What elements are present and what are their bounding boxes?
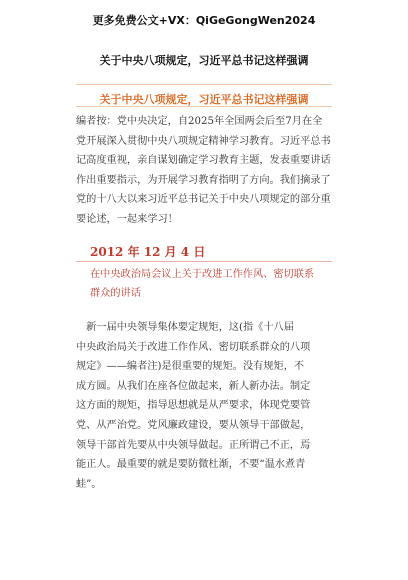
body-line: 规定》——编者注)是很重要的规矩。没有规矩，不 bbox=[76, 361, 305, 373]
body-line: 成方圆。从我们在座各位做起来，新人新办法。制定 bbox=[76, 380, 311, 392]
subtitle-divider bbox=[76, 106, 332, 107]
editor-note-line: 作出重要指示，为开展学习教育指明了方向。我们摘录了 bbox=[76, 174, 331, 186]
body-line: 新一届中央领导集体要定规矩，这(指《十八届 bbox=[76, 322, 294, 333]
body-line: 领导干部首先要从中央领导做起。正所谓己不正，焉 bbox=[76, 439, 311, 451]
editor-note-line: 党开展深入贯彻中央八项规定精神学习教育。习近平总书 bbox=[76, 135, 331, 147]
document-subtitle: 关于中央八项规定，习近平总书记这样强调 bbox=[99, 93, 309, 106]
speech-title-line: 群众的讲话 bbox=[90, 288, 141, 299]
body-line: 党、从严治党。党风廉政建设，要从领导干部做起， bbox=[76, 419, 311, 431]
title-divider bbox=[76, 84, 332, 85]
editor-note-line: 党的十八大以来习近平总书记关于中央八项规定的部分重 bbox=[76, 194, 331, 205]
section-date: 2012 年 12 月 4 日 bbox=[90, 245, 206, 259]
speech-body bbox=[76, 318, 338, 494]
speech-title bbox=[90, 265, 340, 303]
body-line: 蛙”。 bbox=[76, 478, 102, 490]
date-divider bbox=[76, 261, 332, 262]
header-watermark: 更多免费公文+VX：QiGeGongWen2024 bbox=[92, 14, 316, 27]
editor-note-line: 记高度重视，亲自谋划确定学习教育主题，发表重要讲话 bbox=[76, 155, 331, 166]
editor-note bbox=[76, 112, 334, 229]
editor-note-line: 要论述，一起来学习！ bbox=[76, 213, 178, 225]
body-line: 能正人。最重要的就是要防微杜渐，不要“温水煮青 bbox=[76, 459, 306, 471]
speech-title-line: 在中央政治局会议上关于改进工作作风、密切联系 bbox=[90, 269, 315, 280]
document-title: 关于中央八项规定，习近平总书记这样强调 bbox=[99, 54, 309, 67]
editor-note-line: 编者按：党中央决定，自2025年全国两会后至7月在全 bbox=[76, 116, 323, 127]
body-line: 中央政治局关于改进工作作风、密切联系群众的八项 bbox=[76, 341, 311, 353]
body-line: 这方面的规矩，指导思想就是从严要求，体现党要管 bbox=[76, 400, 311, 412]
